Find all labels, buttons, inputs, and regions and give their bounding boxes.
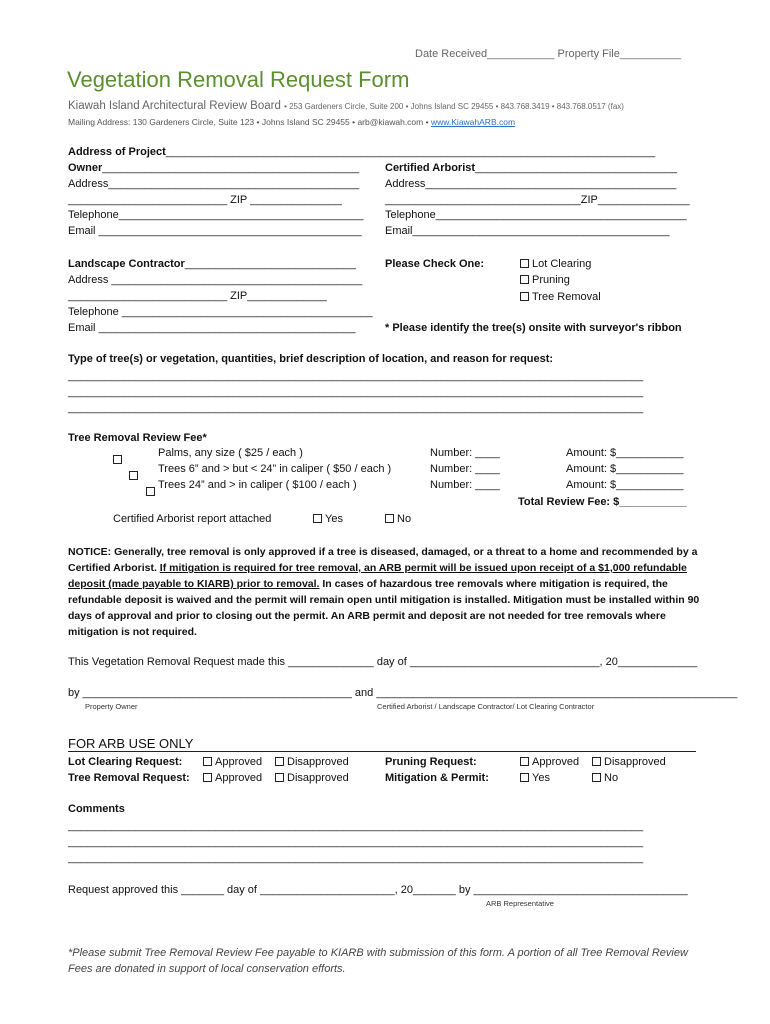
arborist-email-field[interactable]: Email__________________________________________ bbox=[385, 225, 670, 237]
fee-row-label: Trees 6” and > but < 24” in caliper ( $50 / each ) bbox=[158, 463, 392, 475]
checkbox-icon[interactable] bbox=[592, 757, 601, 766]
contractor-field[interactable]: Landscape Contractor____________________________ bbox=[68, 258, 357, 270]
checkbox-icon[interactable] bbox=[520, 259, 529, 268]
comments-label: Comments bbox=[68, 803, 125, 815]
owner-email-field[interactable]: Email ___________________________________________ bbox=[68, 225, 362, 237]
contractor-email-field[interactable]: Email __________________________________________ bbox=[68, 322, 356, 334]
contractor-zip-field[interactable]: __________________________ ZIP_____________ bbox=[68, 290, 327, 302]
contractor-address-field[interactable]: Address _________________________________________ bbox=[68, 274, 363, 286]
property-file-field[interactable]: __________ bbox=[619, 48, 682, 60]
fee-heading: Tree Removal Review Fee* bbox=[68, 432, 207, 444]
fee-row-number[interactable]: Number: ____ bbox=[430, 447, 500, 459]
mitigation-no[interactable]: No bbox=[592, 772, 618, 784]
tree-type-question: Type of tree(s) or vegetation, quantities, brief description of location, and reason for request: bbox=[68, 353, 554, 365]
mailing-line: Mailing Address: 130 Gardeners Circle, Suite 123 • Johns Island SC 29455 • arb@kiawah.com • www.KiawahARB.com bbox=[68, 117, 516, 127]
checkbox-icon[interactable] bbox=[520, 773, 529, 782]
checkbox-icon[interactable] bbox=[520, 275, 529, 284]
checkbox-icon[interactable] bbox=[520, 757, 529, 766]
tree-type-line[interactable]: ______________________________________________________________________________________________ bbox=[68, 386, 644, 398]
pruning-request-label: Pruning Request: bbox=[385, 756, 477, 768]
mitigation-permit-label: Mitigation & Permit: bbox=[385, 772, 489, 784]
mitigation-yes[interactable]: Yes bbox=[520, 772, 550, 784]
lot-clearing-request-label: Lot Clearing Request: bbox=[68, 756, 183, 768]
fee-checkbox-icon[interactable] bbox=[129, 471, 138, 480]
comment-line[interactable]: ______________________________________________________________________________________________ bbox=[68, 820, 644, 832]
option-lot-clearing[interactable]: Lot Clearing bbox=[520, 258, 591, 270]
arb-use-heading: FOR ARB USE ONLY bbox=[68, 736, 696, 752]
checkbox-icon[interactable] bbox=[275, 757, 284, 766]
owner-phone-field[interactable]: Telephone________________________________________ bbox=[68, 209, 364, 221]
contractor-caption: Certified Arborist / Landscape Contractor/ Lot Clearing Contractor bbox=[377, 702, 595, 711]
owner-zip-field[interactable]: __________________________ ZIP _______________ bbox=[68, 194, 342, 206]
arb-representative-caption: ARB Representative bbox=[486, 899, 554, 908]
website-link[interactable]: www.KiawahARB.com bbox=[430, 117, 516, 127]
property-owner-caption: Property Owner bbox=[85, 702, 138, 711]
checkbox-icon[interactable] bbox=[520, 292, 529, 301]
board-line: Kiawah Island Architectural Review Board • 253 Gardeners Circle, Suite 200 • Johns Island SC 29455 • 843.768.3419 • 843.768.0517 (fax) bbox=[68, 100, 624, 112]
arborist-report-label: Certified Arborist report attached bbox=[113, 513, 272, 525]
date-received: Date Received___________ Property File__________ bbox=[415, 48, 682, 60]
fee-checkbox-icon[interactable] bbox=[146, 487, 155, 496]
fee-row-number[interactable]: Number: ____ bbox=[430, 479, 500, 491]
notice: NOTICE: Generally, tree removal is only approved if a tree is diseased, damaged, or a threat to a home and recommended by a Certified Arborist. If mitigation is required for tree removal, an ARB permit will be issued upon receipt of a $1,000 refundable deposit (made payable to KIARB) prior to removal. In cases of hazardous tree removals where mitigation is required, the refundable deposit is waived and the permit will remain open until mitigation is installed. Mitigation must be installed within 90 days of approval and prior to closing out the permit. An ARB permit and deposit are not needed for tree removals where mitigation is not required. bbox=[68, 546, 700, 638]
arborist-zip-field[interactable]: ________________________________ZIP_______________ bbox=[385, 194, 690, 206]
checkbox-icon[interactable] bbox=[592, 773, 601, 782]
checkbox-icon[interactable] bbox=[203, 757, 212, 766]
signature-by-line[interactable]: by ____________________________________________ and ___________________________________________________________ bbox=[68, 687, 738, 699]
owner-field[interactable]: Owner__________________________________________ bbox=[68, 162, 360, 174]
fee-row-number[interactable]: Number: ____ bbox=[430, 463, 500, 475]
owner-address-field[interactable]: Address_________________________________________ bbox=[68, 178, 360, 190]
tree-removal-disapproved[interactable]: Disapproved bbox=[275, 772, 349, 784]
checkbox-icon[interactable] bbox=[385, 514, 394, 523]
request-approved-line[interactable]: Request approved this _______ day of ______________________, 20_______ by ___________________________________ bbox=[68, 884, 688, 896]
fee-row-amount[interactable]: Amount: $___________ bbox=[566, 479, 684, 491]
fee-row-amount[interactable]: Amount: $___________ bbox=[566, 463, 684, 475]
checkbox-icon[interactable] bbox=[203, 773, 212, 782]
tree-type-line[interactable]: ______________________________________________________________________________________________ bbox=[68, 402, 644, 414]
pruning-approved[interactable]: Approved bbox=[520, 756, 579, 768]
tree-removal-approved[interactable]: Approved bbox=[203, 772, 262, 784]
contractor-phone-field[interactable]: Telephone _________________________________________ bbox=[68, 306, 373, 318]
tree-type-line[interactable]: ______________________________________________________________________________________________ bbox=[68, 370, 644, 382]
fee-row-label: Trees 24” and > in caliper ( $100 / each ) bbox=[158, 479, 357, 491]
date-received-field[interactable]: ___________ bbox=[487, 48, 555, 60]
check-one-label: Please Check One: bbox=[385, 258, 485, 270]
page-title: Vegetation Removal Request Form bbox=[67, 67, 410, 92]
option-tree-removal[interactable]: Tree Removal bbox=[520, 291, 601, 303]
checkbox-icon[interactable] bbox=[275, 773, 284, 782]
arborist-address-field[interactable]: Address_________________________________________ bbox=[385, 178, 677, 190]
fee-row-label: Palms, any size ( $25 / each ) bbox=[158, 447, 303, 459]
lot-clearing-approved[interactable]: Approved bbox=[203, 756, 262, 768]
option-pruning[interactable]: Pruning bbox=[520, 274, 570, 286]
fee-row-amount[interactable]: Amount: $___________ bbox=[566, 447, 684, 459]
arborist-field[interactable]: Certified Arborist_________________________________ bbox=[385, 162, 677, 174]
tree-removal-request-label: Tree Removal Request: bbox=[68, 772, 190, 784]
comment-line[interactable]: ______________________________________________________________________________________________ bbox=[68, 852, 644, 864]
total-fee[interactable]: Total Review Fee: $___________ bbox=[518, 496, 687, 508]
comment-line[interactable]: ______________________________________________________________________________________________ bbox=[68, 836, 644, 848]
arborist-report-no[interactable]: No bbox=[385, 513, 411, 525]
footer-note: *Please submit Tree Removal Review Fee payable to KIARB with submission of this form. A portion of all Tree Removal Review Fees are donated in support of local conservation efforts. bbox=[68, 947, 688, 975]
pruning-disapproved[interactable]: Disapproved bbox=[592, 756, 666, 768]
arborist-phone-field[interactable]: Telephone_________________________________________ bbox=[385, 209, 687, 221]
request-made-line[interactable]: This Vegetation Removal Request made this ______________ day of _______________________________, 20_____________ bbox=[68, 656, 698, 668]
project-address[interactable]: Address of Project________________________________________________________________________________ bbox=[68, 146, 656, 158]
arborist-report-yes[interactable]: Yes bbox=[313, 513, 343, 525]
checkbox-icon[interactable] bbox=[313, 514, 322, 523]
ribbon-note: * Please identify the tree(s) onsite with surveyor's ribbon bbox=[385, 322, 682, 334]
lot-clearing-disapproved[interactable]: Disapproved bbox=[275, 756, 349, 768]
fee-checkbox-icon[interactable] bbox=[113, 455, 122, 464]
